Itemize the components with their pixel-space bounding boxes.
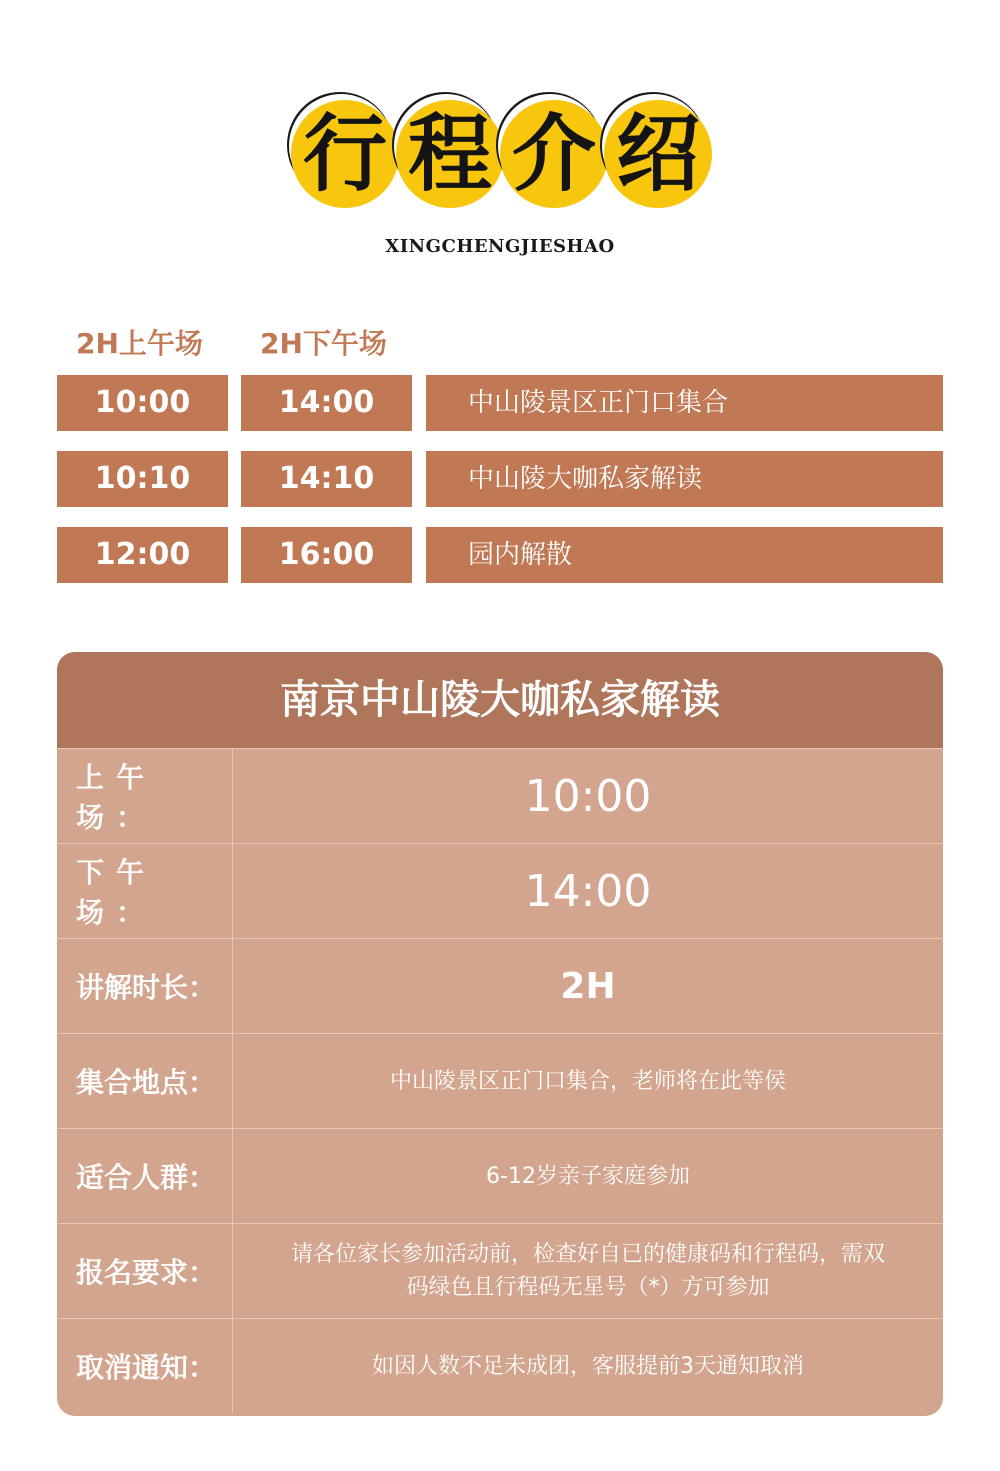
title-char: 行 xyxy=(302,104,387,203)
schedule-description: 中山陵大咖私家解读 xyxy=(426,451,943,507)
info-row-meeting-point xyxy=(57,1033,943,1128)
afternoon-time: 14:10 xyxy=(241,451,412,507)
info-label: 讲解时长： xyxy=(57,939,233,1033)
title-char: 介 xyxy=(511,104,596,203)
morning-time: 12:00 xyxy=(57,527,228,583)
title-char: 绍 xyxy=(615,104,700,203)
info-value: 14:00 xyxy=(524,865,652,917)
info-row-requirements xyxy=(57,1223,943,1318)
title-char: 程 xyxy=(407,104,492,203)
info-row-morning xyxy=(57,748,943,843)
info-label: 上午场： xyxy=(57,749,233,843)
info-value: 6-12岁亲子家庭参加 xyxy=(486,1163,690,1189)
info-row-duration xyxy=(57,938,943,1033)
info-label: 下午场： xyxy=(57,844,233,938)
info-value: 如因人数不足未成团，客服提前3天通知取消 xyxy=(372,1353,804,1379)
info-value: 中山陵景区正门口集合，老师将在此等侯 xyxy=(389,1068,786,1094)
schedule-description: 园内解散 xyxy=(426,527,943,583)
page-subtitle: XINGCHENGJIESHAO xyxy=(385,236,615,257)
afternoon-time: 16:00 xyxy=(241,527,412,583)
info-row-cancellation xyxy=(57,1318,943,1413)
info-value: 10:00 xyxy=(524,770,652,822)
morning-session-header: 2H上午场 xyxy=(76,327,203,360)
info-card xyxy=(57,652,943,1416)
info-row-audience xyxy=(57,1128,943,1223)
page-header xyxy=(0,0,1000,280)
info-value: 请各位家长参加活动前，检查好自已的健康码和行程码，需双码绿色且行程码无星号（*）方可参加 xyxy=(290,1242,885,1300)
info-value: 2H xyxy=(560,965,616,1007)
info-label: 适合人群： xyxy=(57,1129,233,1223)
morning-time: 10:00 xyxy=(57,375,228,431)
morning-time: 10:10 xyxy=(57,451,228,507)
info-row-afternoon xyxy=(57,843,943,938)
schedule-description: 中山陵景区正门口集合 xyxy=(426,375,943,431)
afternoon-session-header: 2H下午场 xyxy=(260,327,387,360)
afternoon-time: 14:00 xyxy=(241,375,412,431)
info-label: 报名要求： xyxy=(57,1224,233,1318)
card-title: 南京中山陵大咖私家解读 xyxy=(57,652,943,748)
info-label: 取消通知： xyxy=(57,1319,233,1413)
info-label: 集合地点： xyxy=(57,1034,233,1128)
